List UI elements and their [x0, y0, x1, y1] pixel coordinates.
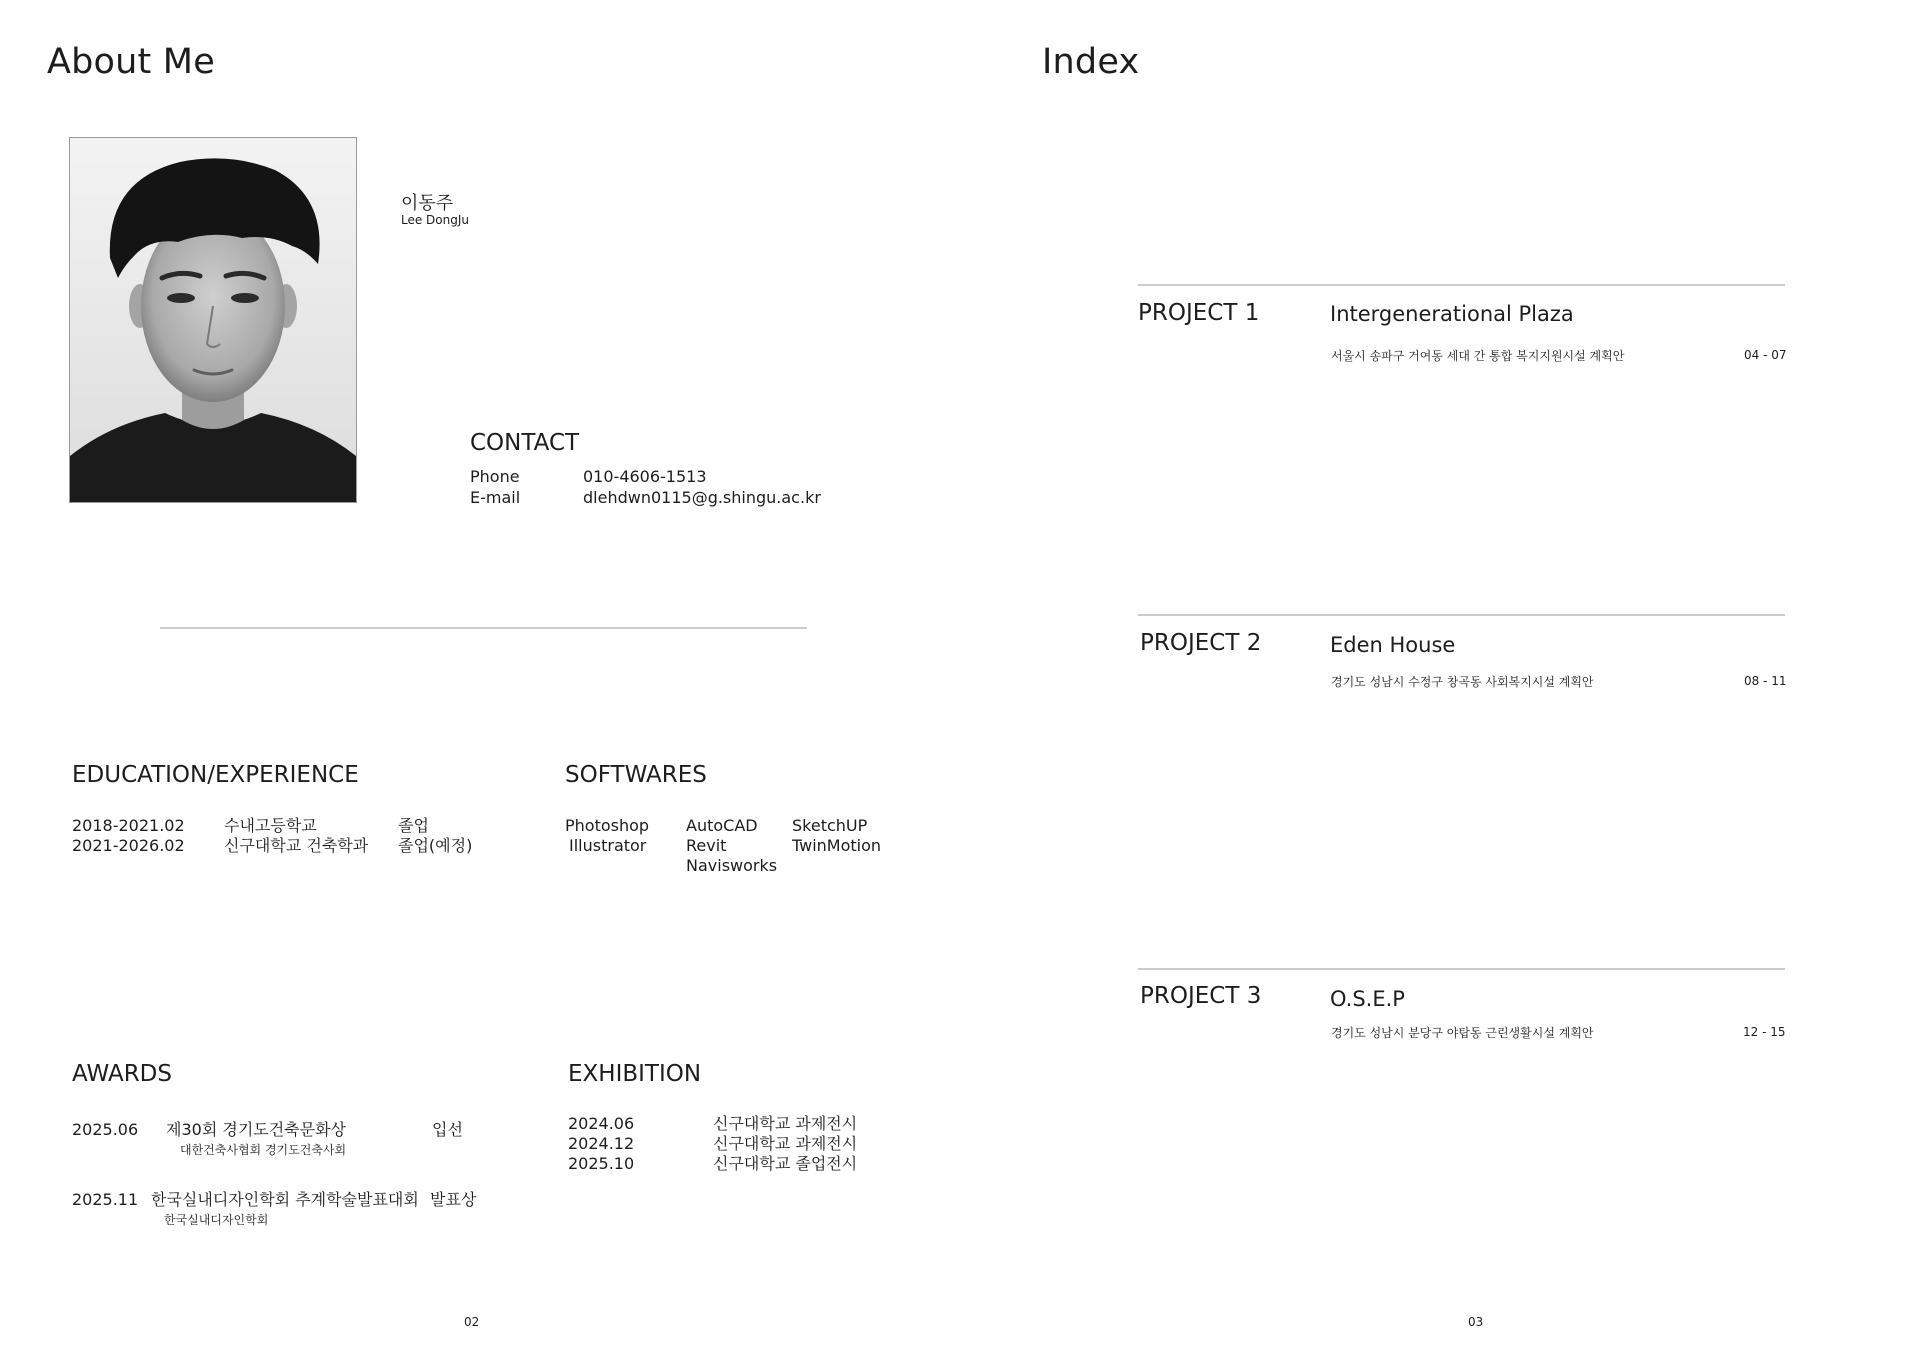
software-item: Photoshop	[565, 816, 650, 835]
award-title: 한국실내디자인학회 추계학술발표대회	[151, 1190, 419, 1209]
page-number: 02	[464, 1315, 480, 1329]
exhibition-date: 2025.10	[568, 1154, 635, 1173]
software-item: Revit	[686, 836, 727, 855]
project-subtitle: 경기도 성남시 분당구 야탑동 근린생활시설 계획안	[1331, 1026, 1594, 1040]
award-date: 2025.11	[72, 1190, 139, 1209]
exhibition-title: 신구대학교 졸업전시	[713, 1154, 858, 1173]
software-item: TwinMotion	[792, 836, 882, 855]
exhibition-date: 2024.12	[568, 1134, 635, 1153]
award-title: 제30회 경기도건축문화상	[166, 1120, 347, 1139]
project-title: Intergenerational Plaza	[1330, 302, 1574, 326]
project-divider	[1138, 614, 1785, 616]
award-result: 입선	[432, 1120, 463, 1139]
profile-photo	[69, 137, 357, 503]
exhibition-title: 신구대학교 과제전시	[713, 1134, 858, 1153]
education-period: 2021-2026.02	[72, 836, 185, 855]
project-pages: 08 - 11	[1744, 674, 1787, 688]
software-column-autodesk	[686, 816, 777, 876]
project-title: O.S.E.P	[1330, 987, 1405, 1011]
education-status: 졸업(예정)	[398, 836, 473, 855]
contact-heading: CONTACT	[470, 430, 580, 456]
page-number: 03	[1468, 1315, 1484, 1329]
phone-label: Phone	[470, 467, 520, 486]
name-korean: 이동주	[401, 193, 454, 214]
email-value: dlehdwn0115@g.shingu.ac.kr	[583, 488, 821, 507]
about-me-heading: About Me	[47, 42, 215, 82]
project-pages: 04 - 07	[1744, 348, 1787, 362]
project-subtitle: 경기도 성남시 수정구 창곡동 사회복지시설 계획안	[1331, 675, 1594, 689]
software-item: Navisworks	[686, 856, 778, 875]
about-divider	[160, 627, 807, 629]
education-heading: EDUCATION/EXPERIENCE	[72, 762, 359, 788]
award-organizer: 한국실내디자인학회	[164, 1213, 269, 1227]
award-result: 발표상	[430, 1190, 477, 1209]
software-item: AutoCAD	[686, 816, 758, 835]
project-label: PROJECT 3	[1140, 983, 1262, 1009]
education-status: 졸업	[398, 816, 429, 835]
project-title: Eden House	[1330, 633, 1456, 657]
software-column-modeling	[792, 816, 881, 856]
project-label: PROJECT 2	[1140, 630, 1262, 656]
exhibition-date: 2024.06	[568, 1114, 635, 1133]
education-school: 수내고등학교	[224, 816, 317, 835]
name-english: Lee DongJu	[401, 213, 470, 227]
softwares-heading: SOFTWARES	[565, 762, 707, 788]
email-label: E-mail	[470, 488, 521, 507]
exhibition-title: 신구대학교 과제전시	[713, 1114, 858, 1133]
software-column-adobe	[565, 816, 649, 856]
awards-heading: AWARDS	[72, 1061, 172, 1087]
award-date: 2025.06	[72, 1120, 139, 1139]
software-item: SketchUP	[792, 816, 868, 835]
index-heading: Index	[1042, 42, 1140, 82]
project-pages: 12 - 15	[1743, 1025, 1786, 1039]
award-organizer: 대한건축사협회 경기도건축사회	[180, 1143, 347, 1157]
project-subtitle: 서울시 송파구 거여동 세대 간 통합 복지지원시설 계획안	[1331, 349, 1625, 363]
education-period: 2018-2021.02	[72, 816, 185, 835]
phone-value: 010-4606-1513	[583, 467, 707, 486]
project-divider	[1138, 284, 1785, 286]
exhibition-heading: EXHIBITION	[568, 1061, 702, 1087]
project-divider	[1138, 968, 1785, 970]
project-label: PROJECT 1	[1138, 300, 1260, 326]
software-item: Illustrator	[569, 836, 647, 855]
education-school: 신구대학교 건축학과	[224, 836, 369, 855]
